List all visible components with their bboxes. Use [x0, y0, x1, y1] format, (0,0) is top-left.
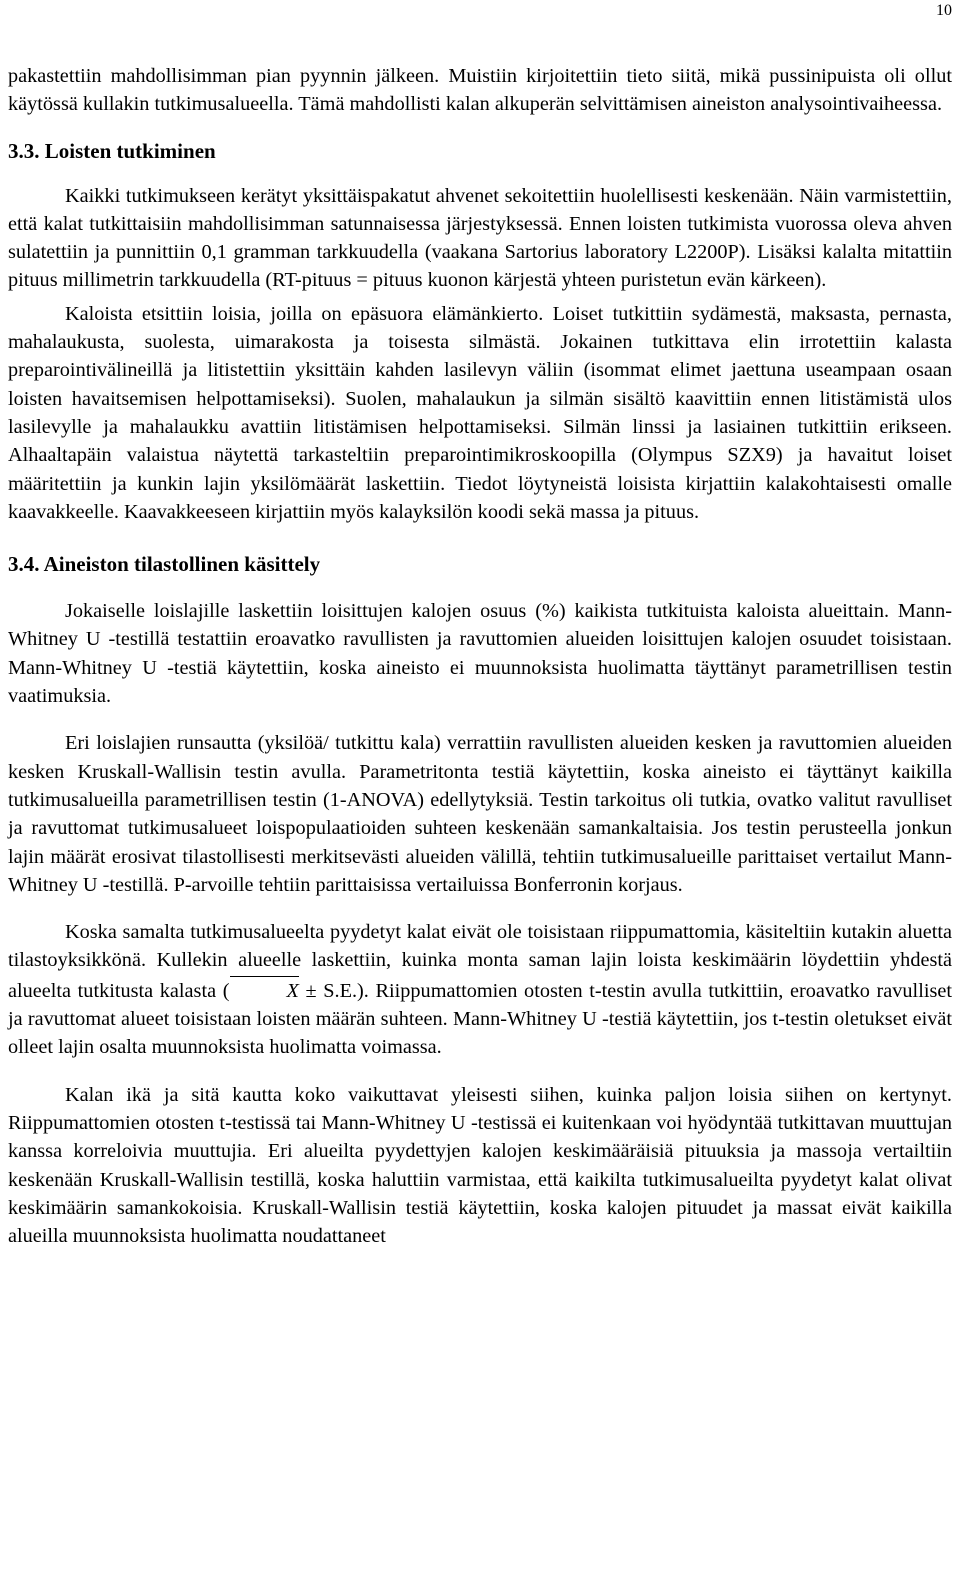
paragraph-3-4-3 [8, 918, 952, 1061]
paragraph-3-4-3-part-a: Koska samalta tutkimusalueelta pyydetyt kalat eivät ole toisistaan riippumattomia, käsiteltiin kutakin aluetta tilastoyksikkönä. Kullekin alueelle laskettiin, kuinka monta saman lajin loista keskimäärin löydettiin yhdestä alueelta tutkitusta kalasta ( [8, 921, 952, 1002]
intro-paragraph: pakastettiin mahdollisimman pian pyynnin jälkeen. Muistiin kirjoitettiin tieto siitä, mikä pussinipuista oli ollut käytössä kullakin tutkimusalueella. Tämä mahdollisti kalan alkuperän selvittämisen aineiston analysointivaiheessa. [8, 65, 952, 116]
section-heading-3-4: 3.4. Aineiston tilastollinen käsittely [8, 552, 321, 577]
page-number: 10 [936, 2, 952, 19]
mean-symbol: X [229, 975, 298, 1005]
paragraph-3-4-2: Eri loislajien runsautta (yksilöä/ tutkittu kala) verrattiin ravullisten alueiden kesken ja ravuttomien alueiden kesken Kruskall-Wallisin testin avulla. Parametritonta testiä käytettiin, koska aineisto ei täyttänyt kaikilla tutkimusalueilla parametrillisen testin (1-ANOVA) edellytyksiä. Testin tarkoitus oli tutkia, ovatko valitut ravulliset ja ravuttomat tutkimusalueet loispopulaatioiden suhteen keskenään samankaltaisia. Jos testin perusteella jonkun lajin määrät erosivat tilastollisesti merkitsevästi alueiden välillä, tehtiin tutkimusalueille parittaiset vertailut Mann-Whitney U -testillä. P-arvoille tehtiin parittaisissa vertailuissa Bonferronin korjaus. [8, 732, 952, 896]
section-heading-3-3: 3.3. Loisten tutkiminen [8, 138, 216, 163]
paragraph-3-4-1: Jokaiselle loislajille laskettiin loisittujen kalojen osuus (%) kaikista tutkituista kaloista alueittain. Mann-Whitney U -testillä testattiin eroavatko ravullisten ja ravuttomien alueiden loisittujen kalojen osuudet toisistaan. Mann-Whitney U -testiä käytettiin, koska aineisto ei muunnoksista huolimatta täyttänyt parametrillisen testin vaatimuksia. [8, 600, 952, 708]
paragraph-3-3-1: Kaikki tutkimukseen kerätyt yksittäispakatut ahvenet sekoitettiin huolellisesti keskenään. Näin varmistettiin, että kalat tutkittaisiin mahdollisimman satunnaisessa järjestyksessä. Ennen loisten tutkimista vuorossa oleva ahven sulatettiin ja punnittiin 0,1 gramman tarkkuudella (vaakana Sartorius laboratory L2200P). Lisäksi kalalta mitattiin pituus millimetrin tarkkuudella (RT-pituus = pituus kuonon kärjestä yhteen puristetun evän kärkeen). [8, 184, 952, 292]
document-body [8, 62, 952, 1250]
paragraph-3-4-4: Kalan ikä ja sitä kautta koko vaikuttavat yleisesti siihen, kuinka paljon loisia siihen on kertynyt. Riippumattomien otosten t-testissä tai Mann-Whitney U -testissä ei kuitenkaan voi hyödyntää tutkittavan muuttujan kanssa korreloivia muuttujia. Eri alueilta pyydettyjen kalojen keskimääräisiä pituuksia ja massoja vertailtiin keskenään Kruskall-Wallisin testillä, koska haluttiin varmistaa, että kaikilta tutkimusalueilta pyydetyt kalat olivat keskimäärin samankokoisia. Kruskall-Wallisin testiä käytettiin, koska kalojen pituudet ja massat eivät kaikilla alueilla muunnoksista huolimatta noudattaneet [8, 1083, 952, 1248]
paragraph-3-3-2: Kaloista etsittiin loisia, joilla on epäsuora elämänkierto. Loiset tutkittiin sydämestä, maksasta, pernasta, mahalaukusta, suolesta, uimarakosta ja toisesta silmästä. Jokainen tutkittava elin irrotettiin kalasta preparointivälineillä ja litistettiin yksittäin kahden lasilevyn väliin (isommat elimet jaettuna useampaan osaan loisten havaitsemisen helpottamiseksi). Suolen, mahalaukun ja silmän sisältö kaavittiin ennen litistämistä ulos lasilevylle ja mahalaukku avattiin litistämisen helpottamiseksi. Silmän linssi ja lasiainen tutkittiin erikseen. Alhaaltapäin valaistua näytettä tarkasteltiin preparointimikroskoopilla (Olympus SZX9) ja havaitut loiset määritettiin ja kunkin lajin yksilömäärät laskettiin. Tiedot löytyneistä loisista kirjattiin kalakohtaisesti omalle kaavakkeelle. Kaavakkeeseen kirjattiin myös kalayksilön koodi sekä massa ja pituus. [8, 302, 952, 523]
paragraph-3-4-3-part-b: ± S.E.). Riippumattomien otosten t-testin avulla tutkittiin, eroavatko ravulliset ja ravuttomat alueet toisistaan loisten määrän suhteen. Mann-Whitney U -testiä käytettiin, jos t-testin oletukset eivät olleet lajin osalta muunnoksista huolimatta voimassa. [8, 979, 952, 1059]
